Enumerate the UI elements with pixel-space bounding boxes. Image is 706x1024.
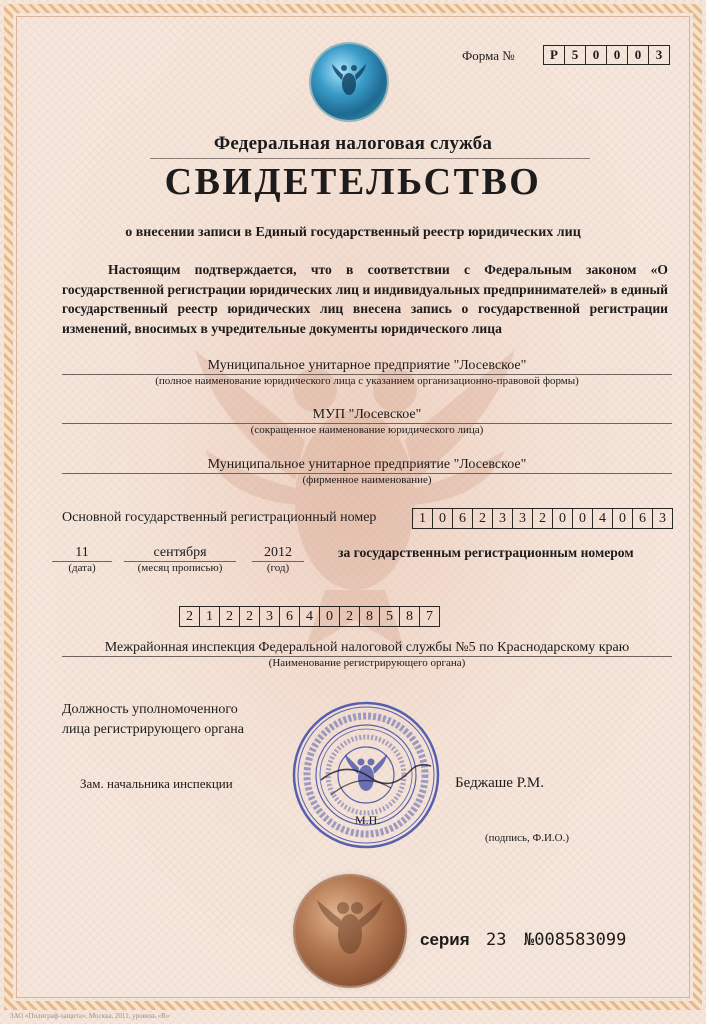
- ogrn-digit: 3: [493, 508, 513, 529]
- signature-caption: (подпись, Ф.И.О.): [485, 832, 569, 844]
- form-code: [543, 45, 670, 65]
- authority-caption: (Наименование регистрирующего органа): [268, 657, 466, 669]
- series-value: 23: [486, 930, 507, 950]
- form-code-char: 0: [628, 45, 649, 65]
- series-label: серия: [420, 930, 470, 949]
- date-year: 2012: [252, 545, 304, 562]
- ogrn-digit: 0: [433, 508, 453, 529]
- ogrn-digit: 2: [473, 508, 493, 529]
- reg-digit: 2: [240, 606, 260, 627]
- date-day-caption: (дата): [68, 562, 96, 574]
- authority-value: Межрайонная инспекция Федеральной налоговой службы №5 по Краснодарскому краю: [62, 640, 672, 657]
- reg-digit: 6: [280, 606, 300, 627]
- security-medallion: [295, 876, 405, 986]
- position-label-line: лица регистрирующего органа: [62, 722, 244, 737]
- ogrn-digit: 3: [653, 508, 673, 529]
- ogrn-digit: 6: [453, 508, 473, 529]
- firm-name-field: [62, 457, 672, 486]
- reg-digit: 1: [200, 606, 220, 627]
- ogrn-digit: 6: [633, 508, 653, 529]
- form-code-char: 5: [565, 45, 586, 65]
- form-label: Форма №: [462, 48, 515, 63]
- ogrn-number: [412, 508, 673, 529]
- date-day-field: [52, 545, 112, 574]
- subtitle: о внесении записи в Единый государственный реестр юридических лиц: [125, 225, 581, 240]
- reg-digit: 7: [420, 606, 440, 627]
- reg-digit: 0: [320, 606, 340, 627]
- date-month-field: [124, 545, 236, 574]
- short-name-value: МУП "Лосевское": [62, 407, 672, 424]
- hologram-emblem: [311, 44, 387, 120]
- position-label-line: Должность уполномоченного: [62, 702, 238, 717]
- date-month: сентября: [124, 545, 236, 562]
- reg-digit: 2: [220, 606, 240, 627]
- reg-digit: 3: [260, 606, 280, 627]
- date-year-field: [252, 545, 304, 574]
- reg-digit: 5: [380, 606, 400, 627]
- eagle-icon: [331, 60, 367, 104]
- divider: [150, 158, 590, 159]
- position-label: [62, 700, 244, 740]
- form-code-char: 0: [607, 45, 628, 65]
- authority-field: [62, 640, 672, 669]
- short-name-caption: (сокращенное наименование юридического лица): [250, 424, 484, 436]
- form-code-char: 3: [649, 45, 670, 65]
- reg-number-label: за государственным регистрационным номером: [338, 545, 634, 560]
- seal-place-label: М.П.: [355, 813, 381, 827]
- ogrn-digit: 0: [553, 508, 573, 529]
- ogrn-digit: 2: [533, 508, 553, 529]
- reg-digit: 2: [179, 606, 200, 627]
- form-code-char: Р: [543, 45, 565, 65]
- full-name-value: Муниципальное унитарное предприятие "Лосевское": [62, 358, 672, 375]
- reg-number: [179, 606, 440, 627]
- full-name-field: [62, 358, 672, 387]
- full-name-caption: (полное наименование юридического лица с указанием организационно-правовой формы): [155, 375, 579, 387]
- printer-note: ЗАО «Полиграф-защита», Москва, 2011, уровень «В»: [10, 1012, 170, 1020]
- ogrn-digit: 1: [412, 508, 433, 529]
- ogrn-digit: 3: [513, 508, 533, 529]
- short-name-field: [62, 407, 672, 436]
- ogrn-digit: 0: [613, 508, 633, 529]
- date-month-caption: (месяц прописью): [137, 562, 223, 574]
- ogrn-digit: 0: [573, 508, 593, 529]
- agency-name: Федеральная налоговая служба: [213, 133, 493, 154]
- ogrn-label: Основной государственный регистрационный номер: [62, 510, 377, 525]
- date-year-caption: (год): [266, 562, 290, 574]
- position-title: Зам. начальника инспекции: [80, 776, 233, 791]
- reg-digit: 8: [400, 606, 420, 627]
- firm-name-value: Муниципальное унитарное предприятие "Лосевское": [62, 457, 672, 474]
- reg-digit: 2: [340, 606, 360, 627]
- reg-digit: 4: [300, 606, 320, 627]
- reg-digit: 8: [360, 606, 380, 627]
- ogrn-digit: 4: [593, 508, 613, 529]
- emblem-icon: [295, 876, 405, 986]
- signer-name: Беджаше Р.М.: [455, 775, 544, 791]
- form-code-char: 0: [586, 45, 607, 65]
- firm-name-caption: (фирменное наименование): [302, 474, 432, 486]
- certificate-number: №008583099: [524, 930, 627, 950]
- date-day: 11: [52, 545, 112, 562]
- intro-paragraph: Настоящим подтверждается, что в соответствии с Федеральным законом «О государственной регистрации юридических лиц и индивидуальных предпринимателей» в единый государственный реестр юридических лиц внесена запись о государственной регистрации изменений, вносимых в учредительные документы юридического лица: [62, 262, 668, 336]
- page-title: СВИДЕТЕЛЬСТВО: [164, 161, 542, 203]
